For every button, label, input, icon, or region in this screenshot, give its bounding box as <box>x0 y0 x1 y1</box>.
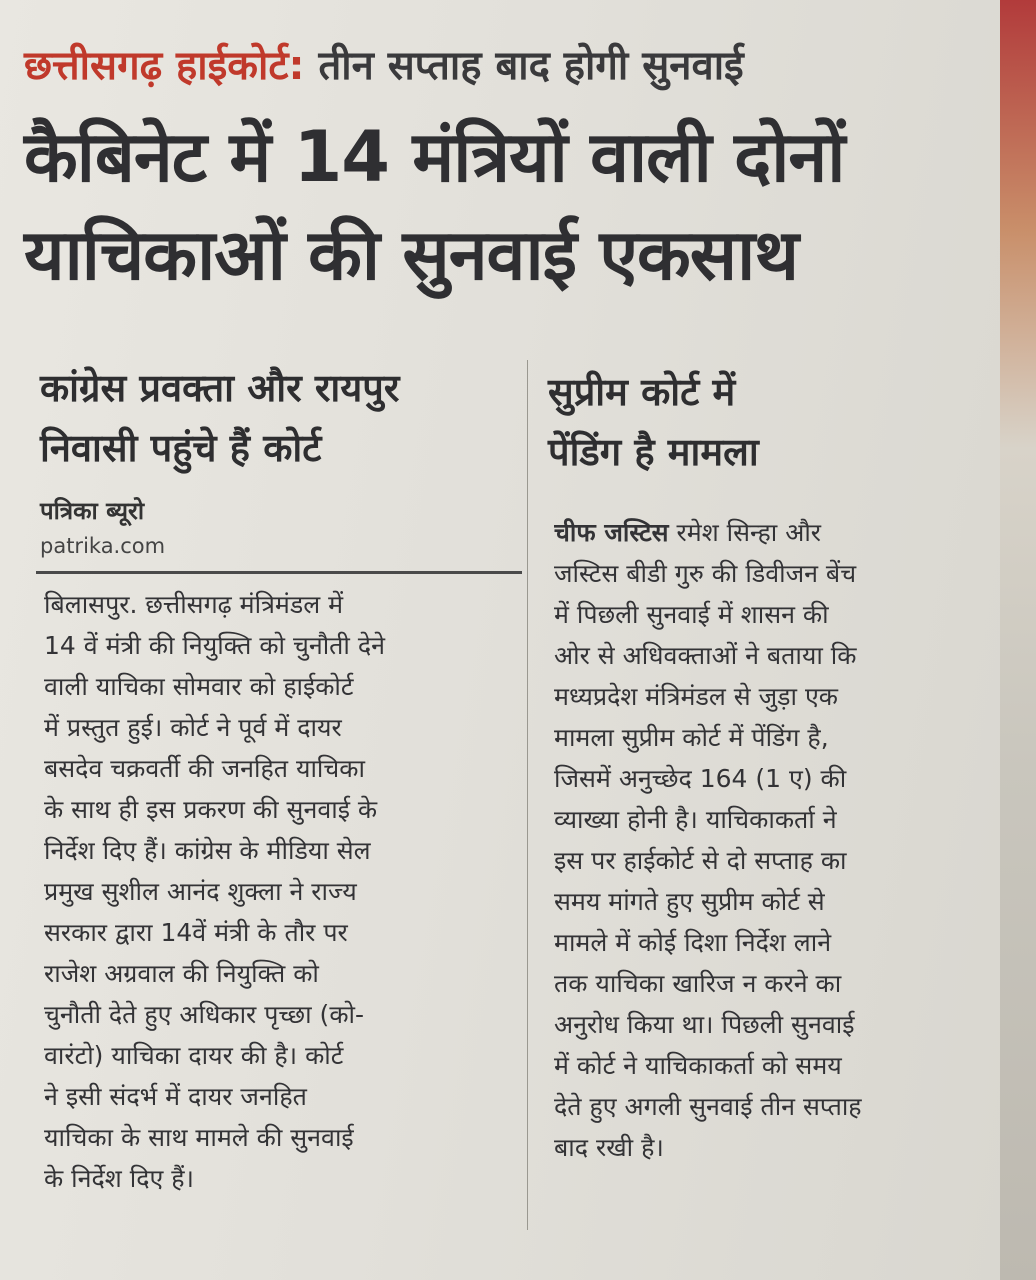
headline-line: याचिकाओं की सुनवाई एकसाथ <box>24 214 798 296</box>
kicker-line <box>24 36 984 96</box>
article-line: वाली याचिका सोमवार को हाईकोर्ट <box>44 672 354 701</box>
article-line: मध्यप्रदेश मंत्रिमंडल से जुड़ा एक <box>554 682 838 711</box>
article-line: के निर्देश दिए हैं। <box>44 1164 194 1193</box>
site-credit: patrika.com <box>40 534 166 558</box>
article-line: अनुरोध किया था। पिछली सुनवाई <box>554 1010 855 1039</box>
headline-line: कैबिनेट में 14 मंत्रियों वाली दोनों <box>24 116 845 198</box>
article-line: ने इसी संदर्भ में दायर जनहित <box>44 1082 307 1111</box>
article-line: निर्देश दिए हैं। कांग्रेस के मीडिया सेल <box>44 836 371 865</box>
main-headline <box>24 108 984 304</box>
article-line: 14 वें मंत्री की नियुक्ति को चुनौती देने <box>44 631 385 660</box>
subheadline-line: पेंडिंग है मामला <box>548 430 759 474</box>
kicker-text: तीन सप्ताह बाद होगी सुनवाई <box>318 43 744 89</box>
article-line: सरकार द्वारा 14वें मंत्री के तौर पर <box>44 918 348 947</box>
article-line: मामले में कोई दिशा निर्देश लाने <box>554 928 832 957</box>
article-line: तक याचिका खारिज न करने का <box>554 969 842 998</box>
article-line: में पिछली सुनवाई में शासन की <box>554 600 829 629</box>
article-line: जस्टिस बीडी गुरु की डिवीजन बेंच <box>554 559 857 588</box>
article-line: में कोर्ट ने याचिकाकर्ता को समय <box>554 1051 842 1080</box>
byline: पत्रिका ब्यूरो <box>40 497 145 525</box>
article-line: के साथ ही इस प्रकरण की सुनवाई के <box>44 795 378 824</box>
article-line: जिसमें अनुच्छेद 164 (1 ए) की <box>554 764 847 793</box>
article-line: प्रमुख सुशील आनंद शुक्ला ने राज्य <box>44 877 357 906</box>
left-subheadline <box>40 358 510 478</box>
article-line: बिलासपुर. छत्तीसगढ़ मंत्रिमंडल में <box>44 590 344 619</box>
article-line: बसदेव चक्रवर्ती की जनहित याचिका <box>44 754 365 783</box>
subheadline-line: निवासी पहुंचे हैं कोर्ट <box>40 426 322 470</box>
article-line: मामला सुप्रीम कोर्ट में पेंडिंग है, <box>554 723 829 752</box>
right-subheadline <box>548 362 968 482</box>
article-line: बाद रखी है। <box>554 1133 664 1162</box>
column-rule <box>36 571 522 574</box>
article-line: राजेश अग्रवाल की नियुक्ति को <box>44 959 319 988</box>
article-line: चुनौती देते हुए अधिकार पृच्छा (को- <box>44 1000 365 1029</box>
article-line: याचिका के साथ मामले की सुनवाई <box>44 1123 354 1152</box>
article-line-text: रमेश सिन्हा और <box>676 518 822 547</box>
article-line: इस पर हाईकोर्ट से दो सप्ताह का <box>554 846 847 875</box>
subheadline-line: कांग्रेस प्रवक्ता और रायपुर <box>40 366 400 410</box>
article-line: ओर से अधिवक्ताओं ने बताया कि <box>554 641 857 670</box>
right-article-body <box>554 512 974 1168</box>
kicker-prefix: छत्तीसगढ़ हाईकोर्ट: <box>24 43 305 89</box>
subheadline-line: सुप्रीम कोर्ट में <box>548 370 736 414</box>
article-line: में प्रस्तुत हुई। कोर्ट ने पूर्व में दायर <box>44 713 342 742</box>
article-line: समय मांगते हुए सुप्रीम कोर्ट से <box>554 887 825 916</box>
left-article-body <box>44 584 514 1199</box>
article-line: देते हुए अगली सुनवाई तीन सप्ताह <box>554 1092 862 1121</box>
column-divider <box>527 360 528 1230</box>
adjacent-page-edge <box>1000 0 1036 1280</box>
article-line <box>554 512 974 553</box>
article-line: व्याख्या होनी है। याचिकाकर्ता ने <box>554 805 837 834</box>
article-line: वारंटो) याचिका दायर की है। कोर्ट <box>44 1041 344 1070</box>
lead-in: चीफ जस्टिस <box>554 518 669 547</box>
